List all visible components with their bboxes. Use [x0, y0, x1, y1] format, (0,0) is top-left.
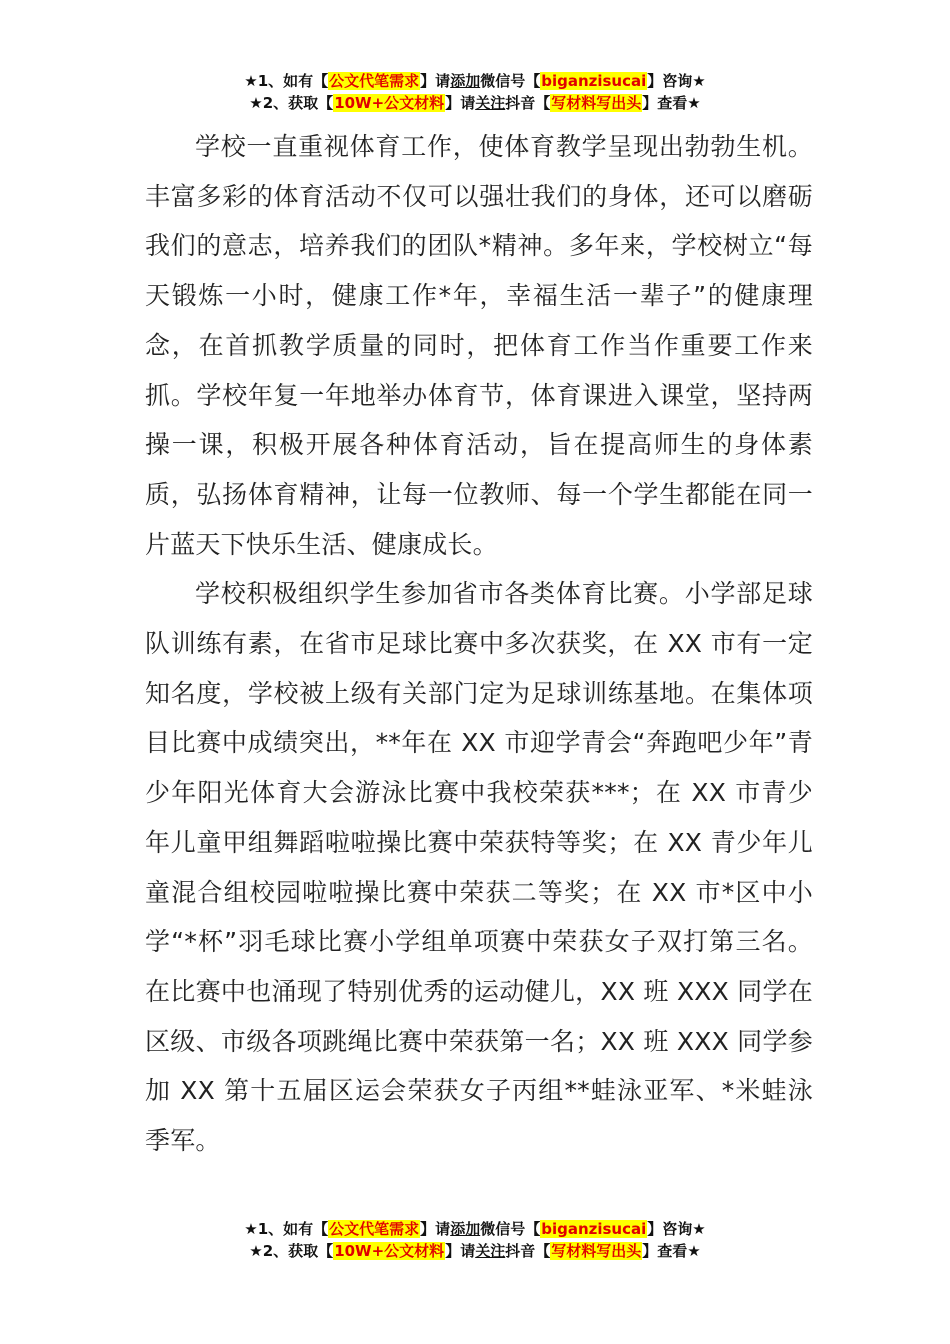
bottom-promo-banner: [0, 1218, 950, 1262]
promo-text: ★1、如有【: [244, 1220, 329, 1238]
promo-text: 】查看★: [642, 1242, 701, 1260]
promo-line-2: [0, 1240, 950, 1262]
paragraph: 学校积极组织学生参加省市各类体育比赛。小学部足球队训练有素，在省市足球比赛中多次获奖，在 XX 市有一定知名度，学校被上级有关部门定为足球训练基地。在集体项目比赛中成绩突出，**年在 XX 市迎学青会“奔跑吧少年”青少年阳光体育大会游泳比赛中我校荣获***；在 XX 市青少年儿童甲组舞蹈啦啦操比赛中荣获特等奖；在 XX 青少年儿童混合组校园啦啦操比赛中荣获二等奖；在 XX 市*区中小学“*杯”羽毛球比赛小学组单项赛中荣获女子双打第三名。在比赛中也涌现了特别优秀的运动健儿，XX 班 XXX 同学在区级、市级各项跳绳比赛中荣获第一名；XX 班 XXX 同学参加 XX 第十五届区运会荣获女子丙组**蛙泳亚军、*米蛙泳季军。: [145, 579, 813, 1156]
promo-text: 】请: [445, 1242, 476, 1260]
promo-emphasis: 添加: [450, 72, 481, 90]
promo-text: 】请: [420, 1220, 451, 1238]
promo-douyin-id: 写材料写出头: [551, 1242, 642, 1260]
promo-text: 】咨询★: [647, 1220, 706, 1238]
promo-text: 抖音【: [505, 94, 551, 112]
promo-emphasis: 关注: [475, 94, 506, 112]
promo-emphasis: 关注: [475, 1242, 506, 1260]
promo-text: 抖音【: [505, 1242, 551, 1260]
promo-line-2: [0, 92, 950, 114]
document-body: [145, 122, 813, 1166]
promo-text: ★2、获取【: [249, 94, 334, 112]
promo-emphasis: 添加: [450, 1220, 481, 1238]
promo-text: 】请: [445, 94, 476, 112]
promo-highlight: 公文代笔需求: [329, 72, 420, 90]
promo-highlight: 公文代笔需求: [329, 1220, 420, 1238]
promo-line-1: [0, 70, 950, 92]
promo-highlight: 10W+公文材料: [334, 94, 445, 112]
promo-wechat-id: biganzisucai: [541, 1220, 647, 1238]
top-promo-banner: [0, 70, 950, 114]
promo-douyin-id: 写材料写出头: [551, 94, 642, 112]
promo-text: 】请: [420, 72, 451, 90]
promo-text: ★1、如有【: [244, 72, 329, 90]
promo-highlight: 10W+公文材料: [334, 1242, 445, 1260]
promo-line-1: [0, 1218, 950, 1240]
promo-text: 】查看★: [642, 94, 701, 112]
paragraph: 学校一直重视体育工作，使体育教学呈现出勃勃生机。丰富多彩的体育活动不仅可以强壮我们的身体，还可以磨砺我们的意志，培养我们的团队*精神。多年来，学校树立“每天锻炼一小时，健康工作*年，幸福生活一辈子”的健康理念，在首抓教学质量的同时，把体育工作当作重要工作来抓。学校年复一年地举办体育节，体育课进入课堂，坚持两操一课，积极开展各种体育活动，旨在提高师生的身体素质，弘扬体育精神，让每一位教师、每一个学生都能在同一片蓝天下快乐生活、健康成长。: [145, 132, 813, 559]
promo-text: 微信号【: [480, 1220, 541, 1238]
promo-text: 微信号【: [480, 72, 541, 90]
promo-wechat-id: biganzisucai: [541, 72, 647, 90]
promo-text: ★2、获取【: [249, 1242, 334, 1260]
promo-text: 】咨询★: [647, 72, 706, 90]
